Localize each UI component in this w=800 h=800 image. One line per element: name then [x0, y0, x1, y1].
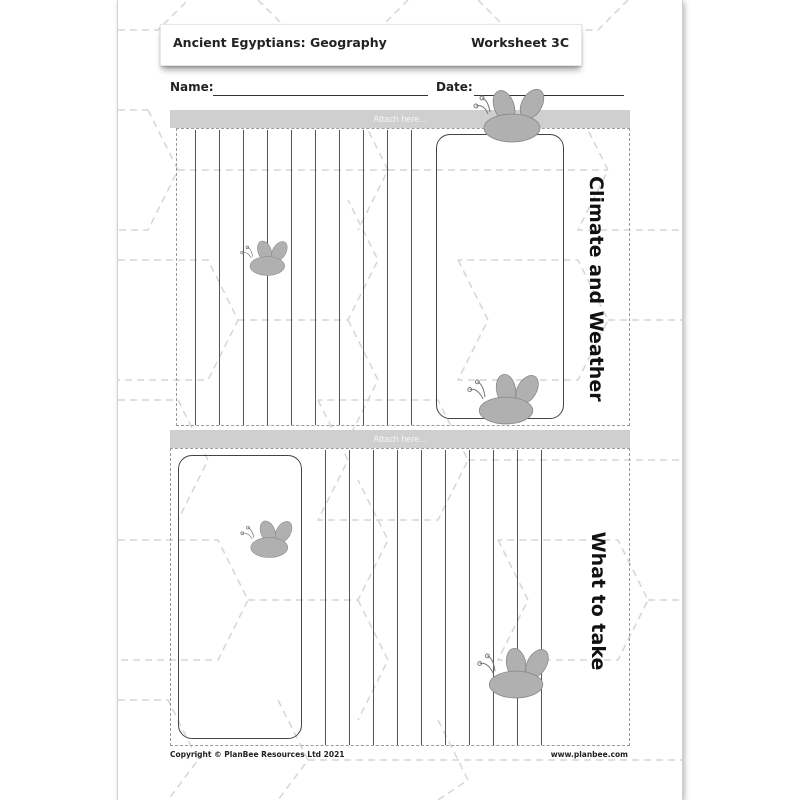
name-label: Name:: [170, 80, 214, 94]
attach-strip-bottom: Attach here...: [170, 430, 630, 448]
bee-icon: [474, 644, 560, 706]
worksheet-number: Worksheet 3C: [471, 35, 569, 50]
fold-line: [195, 130, 196, 425]
fold-line: [411, 130, 412, 425]
date-label: Date:: [436, 80, 473, 94]
bee-icon: [464, 370, 550, 432]
side-label-what-to-take: What to take: [587, 531, 609, 671]
bee-icon: [238, 516, 302, 562]
fold-line: [445, 450, 446, 745]
fold-line: [349, 450, 350, 745]
fold-line: [315, 130, 316, 425]
bee-icon: [470, 84, 560, 148]
bee-icon: [238, 236, 298, 280]
fold-line: [469, 450, 470, 745]
fold-line: [363, 130, 364, 425]
side-label-climate-weather: Climate and Weather: [585, 176, 607, 402]
fold-line: [397, 450, 398, 745]
fold-line: [219, 130, 220, 425]
fold-line: [387, 130, 388, 425]
website-text: www.planbee.com: [550, 750, 628, 759]
note-box-bottom[interactable]: [178, 455, 302, 739]
worksheet-title: Ancient Egyptians: Geography: [173, 35, 387, 50]
fold-line: [325, 450, 326, 745]
copyright-text: Copyright © PlanBee Resources Ltd 2021: [170, 750, 345, 759]
fold-line: [373, 450, 374, 745]
fold-line: [421, 450, 422, 745]
worksheet-page: [118, 0, 682, 800]
title-banner: [160, 24, 582, 66]
fold-line: [339, 130, 340, 425]
name-line[interactable]: [213, 95, 428, 96]
attach-strip-top: Attach here...: [170, 110, 630, 128]
